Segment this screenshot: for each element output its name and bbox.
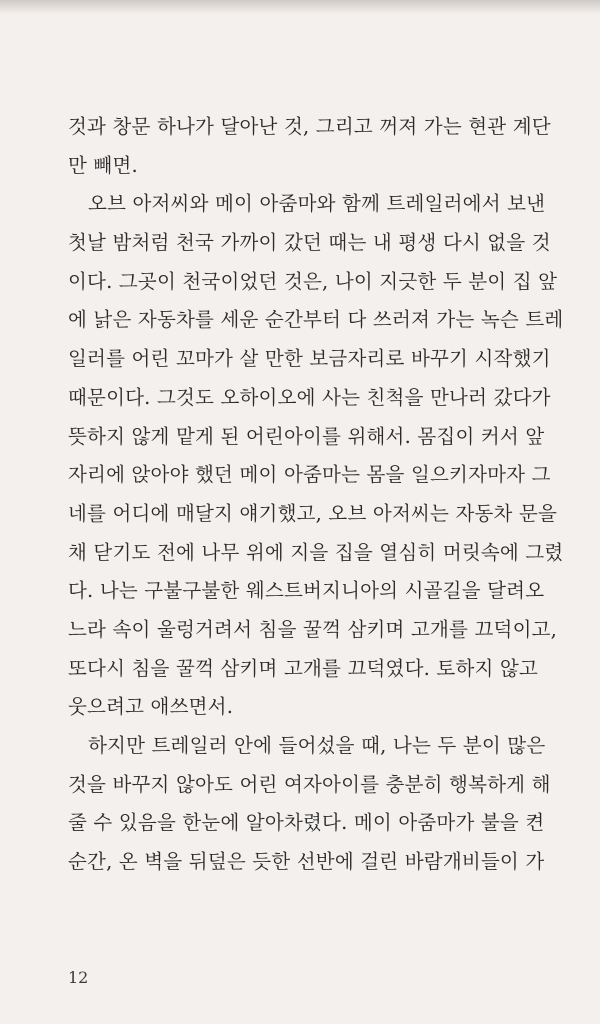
text-line: 하지만 트레일러 안에 들어섰을 때, 나는 두 분이 많은 [88, 734, 546, 757]
body-text [68, 108, 578, 882]
text-line: 것을 바꾸지 않아도 어린 여자아이를 충분히 행복하게 해 [68, 772, 551, 796]
text-line: 웃으려고 애쓰면서. [68, 695, 234, 719]
text-line: 채 닫기도 전에 나무 위에 지을 집을 열심히 머릿속에 그렸 [68, 540, 564, 564]
text-line: 순간, 온 벽을 뒤덮은 듯한 선반에 걸린 바람개비들이 가 [68, 850, 545, 874]
text-line: 것과 창문 하나가 달아난 것, 그리고 꺼져 가는 현관 계단 [68, 115, 551, 138]
text-line: 자리에 앉아야 했던 메이 아줌마는 몸을 일으키자마자 그 [68, 463, 551, 487]
text-line: 또다시 침을 꿀꺽 삼키며 고개를 끄덕였다. 토하지 않고 [68, 656, 539, 680]
text-line: 뜻하지 않게 맡게 된 어린아이를 위해서. 몸집이 커서 앞 [68, 424, 545, 448]
text-line: 줄 수 있음을 한눈에 알아차렸다. 메이 아줌마가 불을 켠 [68, 811, 545, 835]
page-top-edge [0, 0, 600, 14]
text-line: 네를 어디에 매달지 얘기했고, 오브 아저씨는 자동차 문을 [68, 501, 558, 525]
page-number: 12 [68, 968, 89, 987]
text-line: 다. 나는 구불구불한 웨스트버지니아의 시골길을 달려오 [68, 579, 545, 603]
text-line: 때문이다. 그것도 오하이오에 사는 친척을 만나러 갔다가 [68, 385, 551, 409]
text-line: 에 낡은 자동차를 세운 순간부터 다 쓰러져 가는 녹슨 트레 [68, 308, 564, 332]
text-line: 첫날 밤처럼 천국 가까이 갔던 때는 내 평생 다시 없을 것 [68, 231, 551, 255]
text-line: 오브 아저씨와 메이 아줌마와 함께 트레일러에서 보낸 [88, 192, 546, 216]
text-line: 이다. 그곳이 천국이었던 것은, 나이 지긋한 두 분이 집 앞 [68, 269, 558, 293]
text-line: 일러를 어린 꼬마가 살 만한 보금자리로 바꾸기 시작했기 [68, 347, 551, 371]
text-line: 만 빼면. [68, 153, 138, 177]
text-line: 느라 속이 울렁거려서 침을 꿀꺽 삼키며 고개를 끄덕이고, [68, 617, 558, 641]
